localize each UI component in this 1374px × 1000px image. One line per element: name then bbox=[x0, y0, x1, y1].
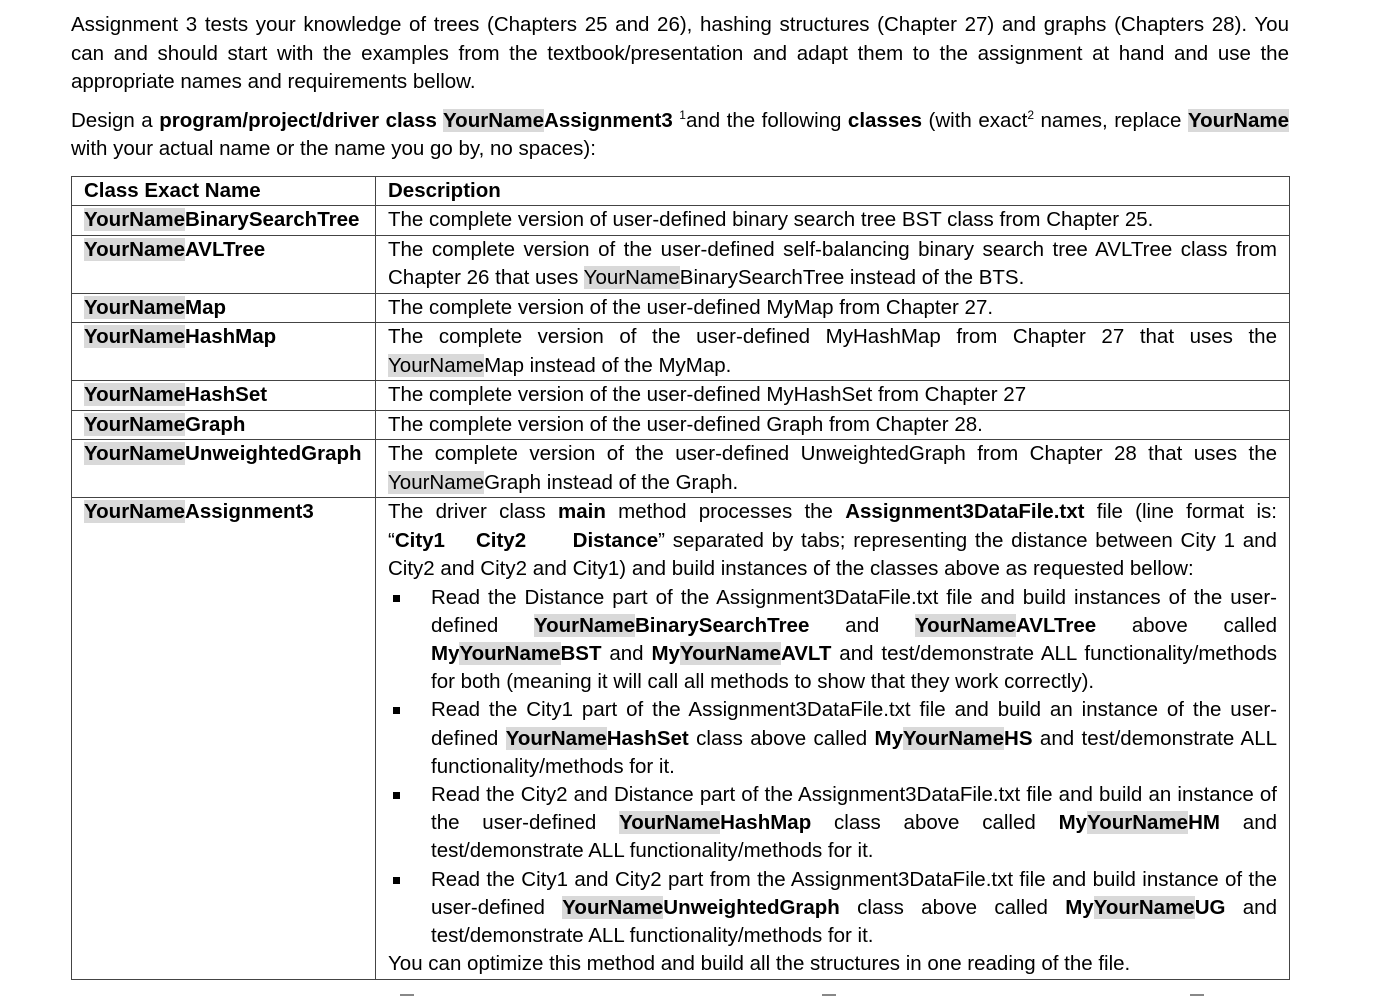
table-row bbox=[72, 293, 1290, 323]
and-following-text: and the following bbox=[685, 108, 848, 132]
description-cell: The complete version of the user-defined UnweightedGraph from Chapter 28 that uses the YourNameGraph instead of the Graph. bbox=[376, 440, 1290, 498]
table-row bbox=[72, 206, 1290, 236]
design-bold-text: program/project/driver class bbox=[159, 108, 444, 132]
description-cell: The complete version of the user-defined Graph from Chapter 28. bbox=[376, 410, 1290, 440]
with-text: with your actual name or the name you go by, no spaces): bbox=[71, 137, 596, 160]
table-header-row bbox=[72, 176, 1290, 206]
table-row bbox=[72, 410, 1290, 440]
with-exact-text: (with exact bbox=[922, 108, 1028, 132]
table-row bbox=[72, 498, 1290, 980]
class-name-cell: YourNameMap bbox=[72, 293, 376, 323]
class-name-cell: YourNameHashMap bbox=[72, 323, 376, 381]
footnote-ref-1: 1 bbox=[679, 107, 686, 122]
table-row bbox=[72, 235, 1290, 293]
assignment3-text: Assignment3 bbox=[544, 108, 673, 132]
description-cell: The complete version of the user-defined MyMap from Chapter 27. bbox=[376, 293, 1290, 323]
table-row bbox=[72, 440, 1290, 498]
class-name-cell: YourNameAVLTree bbox=[72, 235, 376, 293]
document-page bbox=[71, 11, 1289, 980]
driver-intro: The driver class main method processes the Assignment3DataFile.txt file (line format is: “City1 City2 Distance” separated by tabs; representing the distance between City 1 and City2 and City2 and City1) and build instances of the classes above as requested bellow: bbox=[388, 500, 1277, 580]
intro-paragraph: Assignment 3 tests your knowledge of trees (Chapters 25 and 26), hashing structures (Chapter 27) and graphs (Chapters 28). You can and should start with the examples from the textbook/presentation and adapt them to the assignment at hand and use the appropriate names and requirements bellow. bbox=[71, 13, 1289, 93]
description-cell: The complete version of user-defined binary search tree BST class from Chapter 25. bbox=[376, 206, 1290, 236]
class-table bbox=[71, 176, 1290, 980]
class-name-cell: YourNameBinarySearchTree bbox=[72, 206, 376, 236]
names-replace-text: names, replace bbox=[1034, 108, 1188, 132]
description-cell: The complete version of the user-defined MyHashSet from Chapter 27 bbox=[376, 381, 1290, 411]
driver-description-cell bbox=[376, 498, 1290, 980]
list-item: Read the City1 part of the Assignment3DataFile.txt file and build an instance of the user-defined YourNameHashSet class above called MyYourNameHS and test/demonstrate ALL functionality/methods for it. bbox=[388, 696, 1277, 781]
list-item: Read the City1 and City2 part from the Assignment3DataFile.txt file and build instance of the user-defined YourNameUnweightedGraph class above called MyYourNameUG and test/demonstrate ALL functionality/methods for it. bbox=[388, 866, 1277, 951]
footnote-ref-2: 2 bbox=[1027, 107, 1034, 122]
design-prefix: Design a bbox=[71, 108, 160, 132]
design-paragraph bbox=[71, 107, 1289, 164]
description-cell: The complete version of the user-defined MyHashMap from Chapter 27 that uses the YourNameMap instead of the MyMap. bbox=[376, 323, 1290, 381]
yourname-highlight: YourName bbox=[1187, 108, 1289, 132]
list-item: Read the Distance part of the Assignment3DataFile.txt file and build instances of the user-defined YourNameBinarySearchTree and YourNameAVLTree above called MyYourNameBST and MyYourNameAVLT and test/demonstrate ALL functionality/methods for both (meaning it will call all methods to show that they work correctly). bbox=[388, 584, 1277, 697]
yourname-highlight: YourName bbox=[443, 108, 545, 132]
table-row bbox=[72, 381, 1290, 411]
class-name-cell: YourNameAssignment3 bbox=[72, 498, 376, 980]
driver-closing: You can optimize this method and build all the structures in one reading of the file. bbox=[388, 952, 1131, 976]
requirements-list bbox=[388, 584, 1277, 951]
header-description: Description bbox=[376, 176, 1290, 206]
header-class-name: Class Exact Name bbox=[72, 176, 376, 206]
next-page-cut-edge bbox=[0, 992, 1374, 1000]
class-name-cell: YourNameGraph bbox=[72, 410, 376, 440]
description-cell: The complete version of the user-defined self-balancing binary search tree AVLTree class from Chapter 26 that uses YourNameBinarySearchTree instead of the BTS. bbox=[376, 235, 1290, 293]
table-row bbox=[72, 323, 1290, 381]
class-name-cell: YourNameHashSet bbox=[72, 381, 376, 411]
list-item: Read the City2 and Distance part of the Assignment3DataFile.txt file and build an instance of the user-defined YourNameHashMap class above called MyYourNameHM and test/demonstrate ALL functionality/methods for it. bbox=[388, 781, 1277, 866]
classes-word: classes bbox=[847, 108, 923, 132]
class-name-cell: YourNameUnweightedGraph bbox=[72, 440, 376, 498]
